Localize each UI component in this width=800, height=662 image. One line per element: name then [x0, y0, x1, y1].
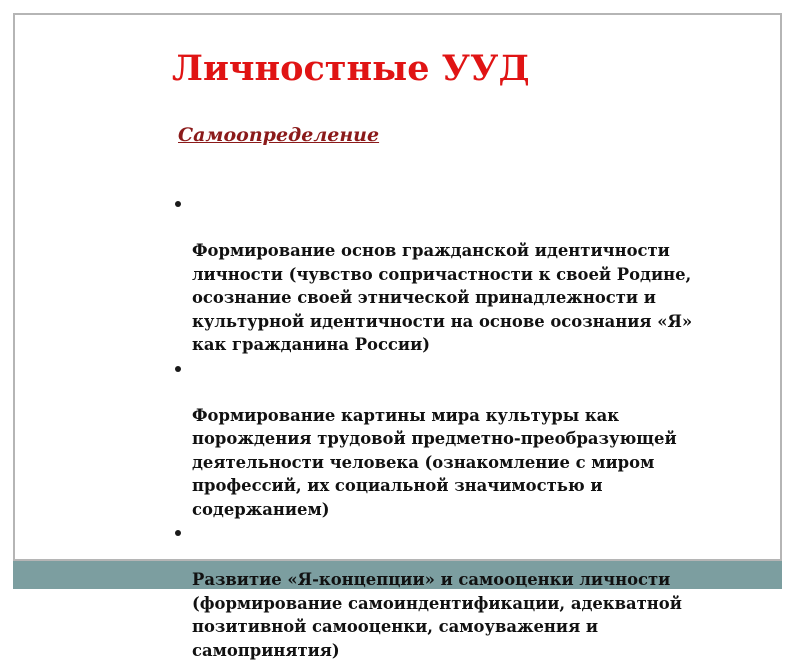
slide-subtitle: Самоопределение — [178, 124, 380, 146]
bullet-text: Развитие «Я-концепции» и самооценки личности (формирование самоиндентификации, адекватной позитивной самооценки, самоуважения и самопринятия) — [192, 570, 682, 660]
bullet-icon — [175, 366, 181, 372]
bullet-icon — [175, 530, 181, 536]
bullet-item — [168, 521, 788, 662]
bullet-list — [168, 192, 788, 662]
bullet-item — [168, 357, 788, 522]
bullet-text: Формирование картины мира культуры как порождения трудовой предметно-преобразующей деятельности человека (ознакомление с миром профессий, их социальной значимостью и содержанием) — [192, 405, 677, 519]
bullet-text: Формирование основ гражданской идентичности личности (чувство сопричастности к своей Родине, осознание своей этнической принадлежности и культурной идентичности на основе осознания «Я» как гражданина России) — [192, 241, 693, 354]
slide-title: Личностные УУД — [172, 48, 530, 89]
bullet-item — [168, 192, 788, 357]
bullet-icon — [175, 201, 181, 207]
